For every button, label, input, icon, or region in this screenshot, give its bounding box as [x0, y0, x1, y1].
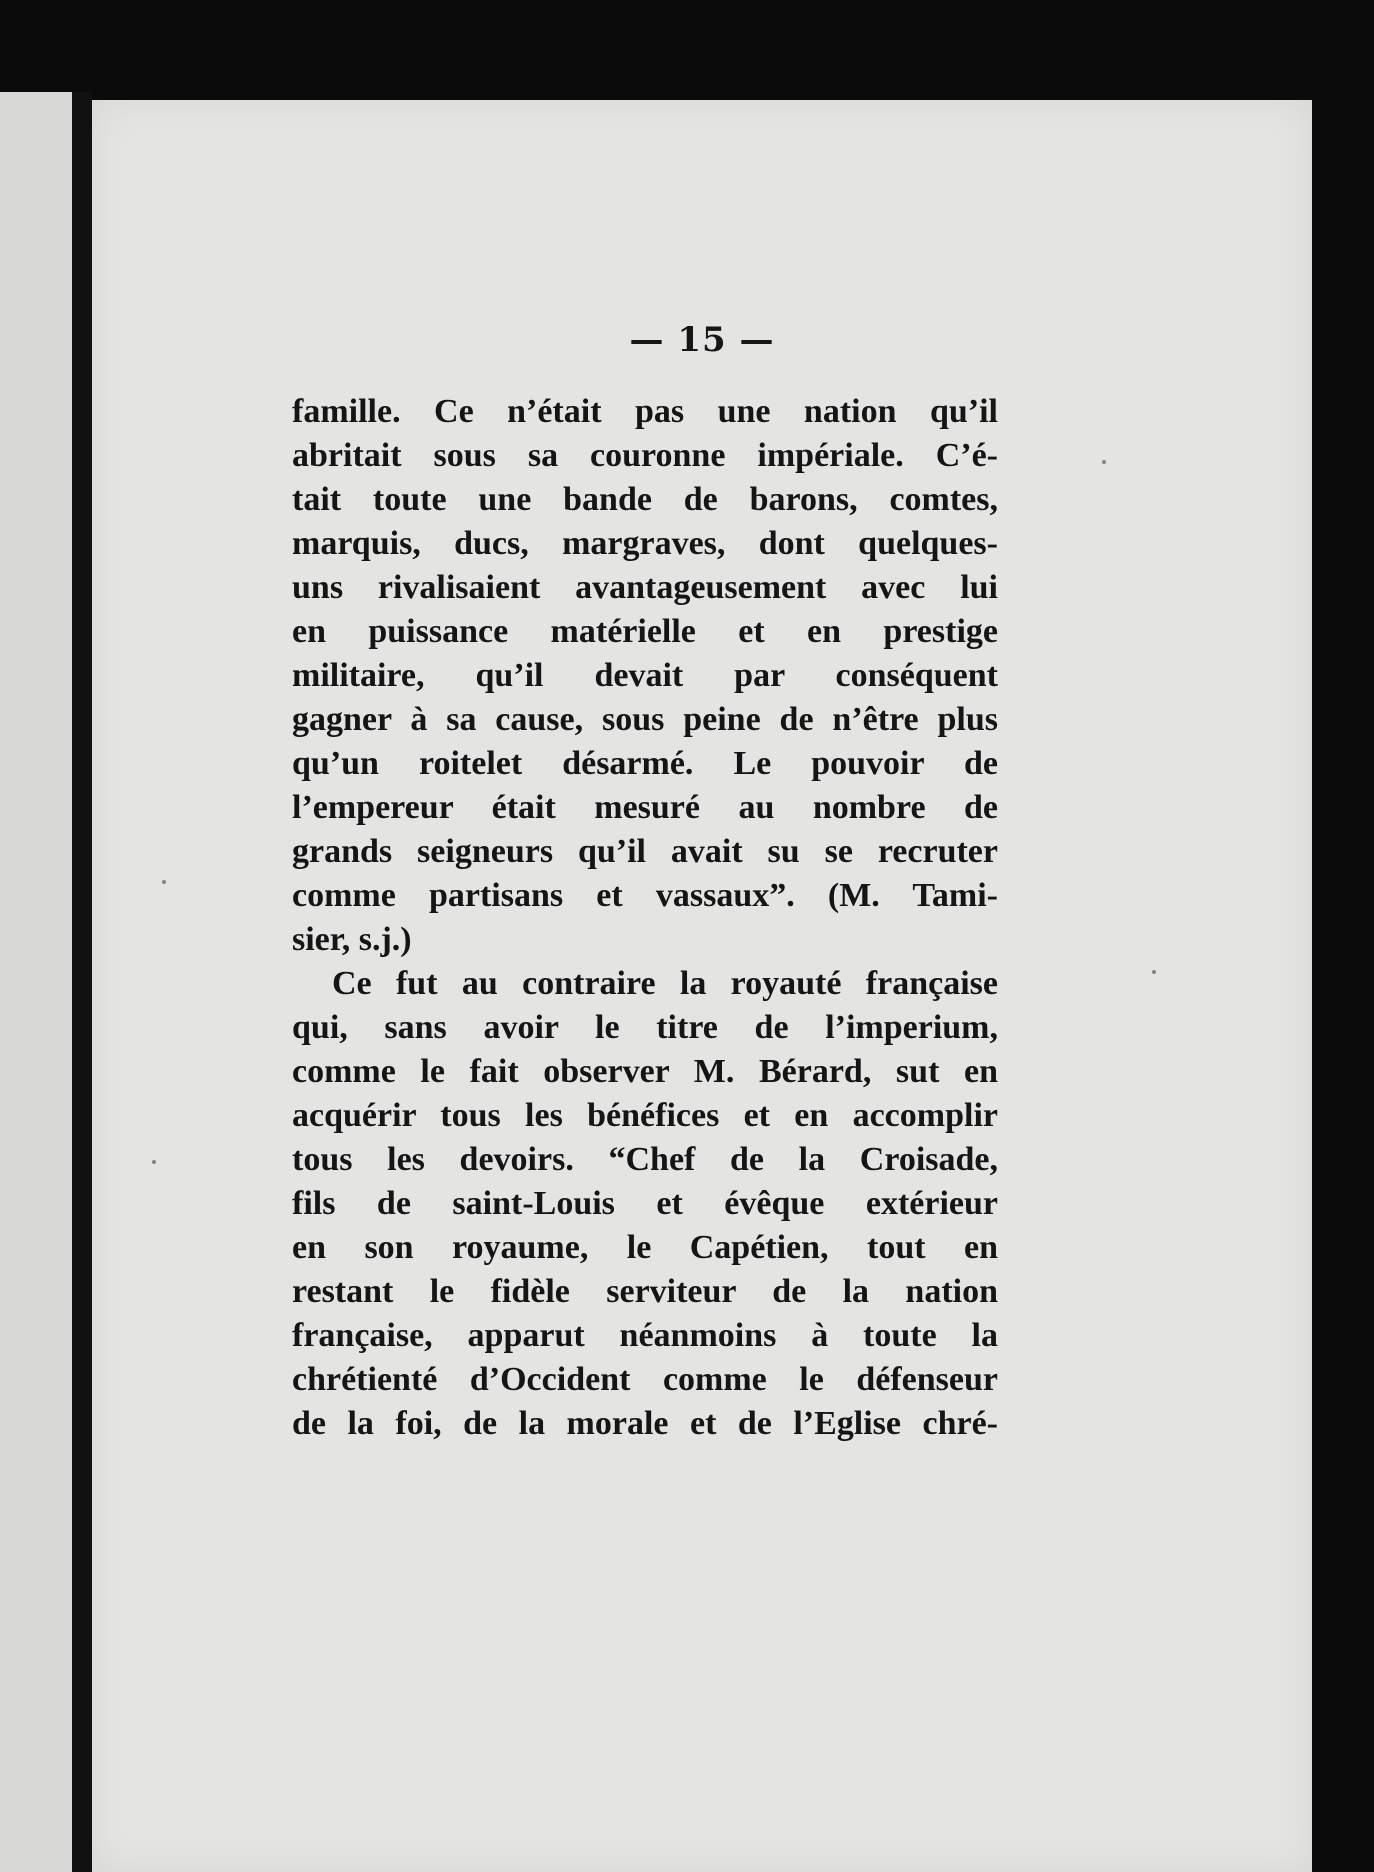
paper-speck	[1152, 970, 1156, 974]
paper-speck	[162, 880, 166, 884]
binding-shadow	[72, 92, 92, 1872]
text-line: marquis, ducs, margraves, dont quelques-	[292, 525, 998, 562]
paper-speck	[1102, 460, 1106, 464]
text-line: fils de saint-Louis et évêque extérieur	[292, 1185, 998, 1222]
facing-page-edge	[0, 92, 72, 1872]
text-line: française, apparut néanmoins à toute la	[292, 1317, 998, 1354]
body-text	[292, 390, 998, 1446]
text-line: qui, sans avoir le titre de l’imperium,	[292, 1009, 998, 1046]
text-line: grands seigneurs qu’il avait su se recruter	[292, 833, 998, 870]
text-line: sier, s.j.)	[292, 921, 412, 958]
text-line: gagner à sa cause, sous peine de n’être plus	[292, 701, 998, 738]
text-line: comme le fait observer M. Bérard, sut en	[292, 1053, 998, 1090]
paper-speck	[152, 1160, 156, 1164]
text-line: comme partisans et vassaux”. (M. Tami-	[292, 877, 998, 914]
text-line: restant le fidèle serviteur de la nation	[292, 1273, 998, 1310]
page-number: — 15 —	[629, 320, 775, 360]
text-line: militaire, qu’il devait par conséquent	[292, 657, 998, 694]
text-line: en puissance matérielle et en prestige	[292, 613, 998, 650]
text-line: famille. Ce n’était pas une nation qu’il	[292, 393, 998, 430]
text-line: acquérir tous les bénéfices et en accomplir	[292, 1097, 998, 1134]
text-line: tous les devoirs. “Chef de la Croisade,	[292, 1141, 998, 1178]
text-line: Ce fut au contraire la royauté française	[332, 965, 998, 1002]
text-line: en son royaume, le Capétien, tout en	[292, 1229, 998, 1266]
text-line: qu’un roitelet désarmé. Le pouvoir de	[292, 745, 998, 782]
text-line: chrétienté d’Occident comme le défenseur	[292, 1361, 998, 1398]
text-line: abritait sous sa couronne impériale. C’é-	[292, 437, 998, 474]
book-page	[92, 100, 1312, 1872]
text-line: tait toute une bande de barons, comtes,	[292, 481, 998, 518]
text-line: uns rivalisaient avantageusement avec lui	[292, 569, 998, 606]
text-line: de la foi, de la morale et de l’Eglise chré-	[292, 1405, 998, 1442]
text-line: l’empereur était mesuré au nombre de	[292, 789, 998, 826]
